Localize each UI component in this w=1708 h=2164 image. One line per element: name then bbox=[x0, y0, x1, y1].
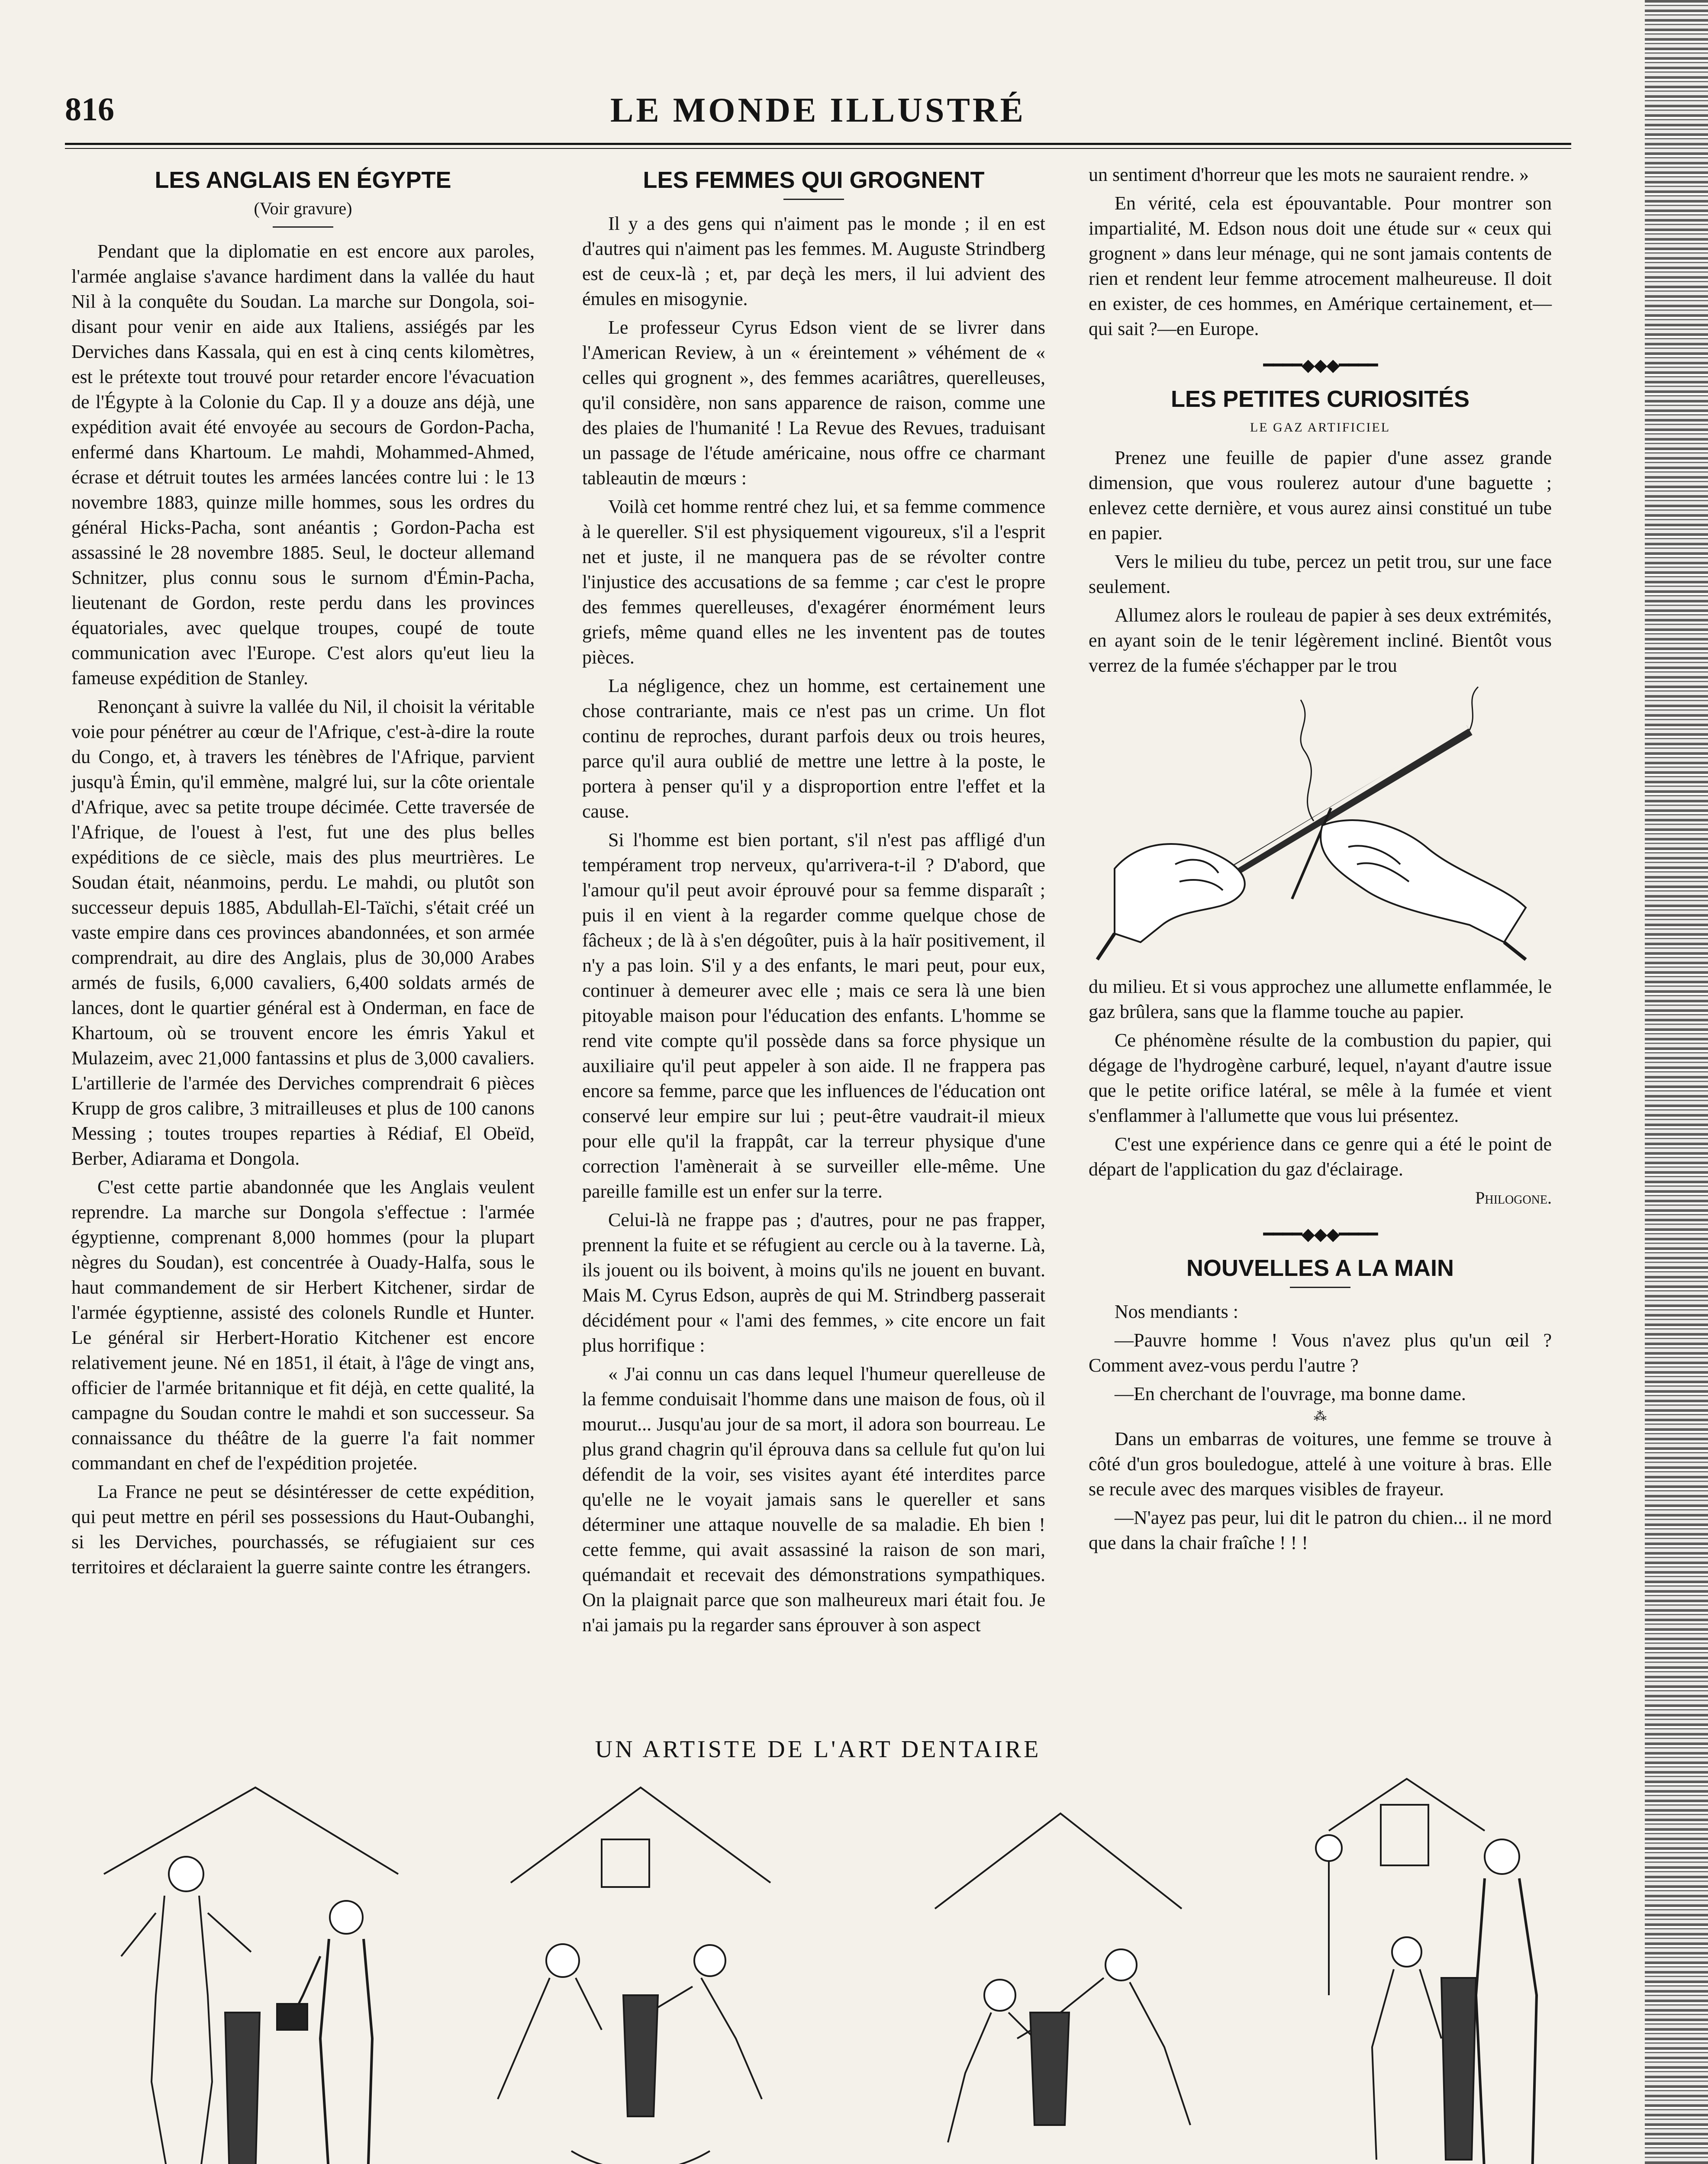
paragraph: Ce phénomène résulte de la combustion du papier, qui dégage de l'hydrogène carburé, lequel, n'ayant d'autre issue que le petite orifice latéral, se mêle à la fumée et vient s'enflammer à l'allumette que vous lui présentez. bbox=[1089, 1030, 1552, 1126]
column-2 bbox=[582, 162, 1045, 1641]
paragraph: Nos mendiants : bbox=[1115, 1301, 1238, 1322]
paper-tube-illustration bbox=[1089, 683, 1552, 968]
article-title-curiosites: LES PETITES CURIOSITÉS bbox=[1170, 386, 1470, 412]
article-title-anglais: LES ANGLAIS EN ÉGYPTE bbox=[155, 167, 451, 193]
paragraph: —N'ayez pas peur, lui dit le patron du chien... il ne mord que dans la chair fraîche ! ! ! bbox=[1089, 1507, 1552, 1553]
article-subtitle-gaz: LE GAZ ARTIFICIEL bbox=[1250, 420, 1391, 435]
cartoon-title: UN ARTISTE DE L'ART DENTAIRE bbox=[595, 1736, 1041, 1763]
column-3 bbox=[1089, 162, 1552, 1559]
paragraph: Renonçant à suivre la vallée du Nil, il choisit la véritable voie pour pénétrer au cœur de l'Afrique, c'est-à-dire la route du Congo, et, à travers les ténèbres de l'Afrique, parvient jusqu'à Émin, qu'il emmène, malgré lui, sur la côte orientale d'Afrique, avec sa petite troupe décimée. Cette traversée de l'Afrique, de l'ouest à l'est, fut une des plus belles expéditions de ce siècle, mais des plus meurtrières. Le Soudan était, néanmoins, perdu. Le mahdi, ou plutôt son successeur depuis 1885, Abdullah-El-Taïchi, s'était créé un vaste empire dans ces provinces abandonnées, et son armée comprendrait, au dire des Anglais, plus de 30,000 Arabes armés de fusils, 6,000 cavaliers, 6,400 soldats armés de lances, dont le quartier général est à Onderman, en face de Khartoum, où se trouvent encore les émris Yakul et Mulazeim, avec 21,000 fantassins et plus de 3,000 cavaliers. L'artillerie de l'armée des Derviches comprendrait 6 pièces Krupp de gros calibre, 3 mitrailleuses et plus de 100 canons Messing ; toutes troupes reparties à Rédiaf, El Obeïd, Berber, Adiarama et Dongola. bbox=[71, 696, 535, 1169]
paragraph: Il y a des gens qui n'aiment pas le monde ; il en est d'autres qui n'aiment pas les femmes. M. Auguste Strindberg est de ceux-là ; et, par deçà les mers, il lui advient des émules en misogynie. bbox=[582, 213, 1045, 309]
journal-title: LE MONDE ILLUSTRÉ bbox=[610, 91, 1026, 129]
article-title-nouvelles: NOUVELLES A LA MAIN bbox=[1186, 1255, 1454, 1281]
paragraph: Prenez une feuille de papier d'une assez grande dimension, que vous roulerez autour d'une baguette ; enlevez cette dernière, et vous aurez ainsi constitué un tube en papier. bbox=[1089, 447, 1552, 544]
paragraph: un sentiment d'horreur que les mots ne sauraient rendre. » bbox=[1089, 164, 1529, 185]
paragraph: Allumez alors le rouleau de papier à ses deux extrémités, en ayant soin de le tenir légèrement incliné. Bientôt vous verrez de la fumée s'échapper par le trou bbox=[1089, 605, 1552, 676]
cartoon-panel-4 bbox=[1277, 1770, 1632, 2164]
paragraph: La négligence, chez un homme, est certainement une chose contrariante, mais ce n'est pas un crime. Un flot continu de reproches, durant parfois deux ou trois heures, parce qu'il aura oublié de mettre une lettre à la poste, le portera à penser qu'il y a disproportion entre l'effet et la cause. bbox=[582, 675, 1045, 822]
page-number: 816 bbox=[65, 91, 114, 128]
paragraph: du milieu. Et si vous approchez une allumette enflammée, le gaz brûlera, sans que la flamme touche au papier. bbox=[1089, 976, 1552, 1022]
paragraph: —Pauvre homme ! Vous n'avez plus qu'un œil ? Comment avez-vous perdu l'autre ? bbox=[1089, 1330, 1552, 1376]
header-rule bbox=[65, 143, 1571, 145]
paragraph: Dans un embarras de voitures, une femme se trouve à côté d'un gros bouledogue, attelé à une voiture à bras. Elle se recule avec des marques visibles de frayeur. bbox=[1089, 1428, 1552, 1500]
page-header bbox=[65, 91, 1571, 138]
section-ornament: ━━━━◆◆◆━━━━ bbox=[1263, 355, 1377, 375]
article-title-femmes: LES FEMMES QUI GROGNENT bbox=[643, 167, 985, 193]
paragraph: En vérité, cela est épouvantable. Pour montrer son impartialité, M. Edson nous doit une étude sur « ceux qui grognent » dans leur ménage, qui ne sont jamais contents de rien et rendent leur femme atrocement malheureuse. Il doit en exister, de ces hommes, en Amérique certainement, et—qui sait ?—en Europe. bbox=[1089, 193, 1552, 339]
paragraph: Celui-là ne frappe pas ; d'autres, pour ne pas frapper, prennent la fuite et se réfugient au cercle ou à la taverne. Là, ils jouent ou ils boivent, à moins qu'ils ne jouent en buvant. Mais M. Cyrus Edson, auprès de qui M. Strindberg passerait décidément pour « l'ami des femmes, » cite encore un fait plus horrifique : bbox=[582, 1209, 1045, 1356]
cartoon-panel-2 bbox=[459, 1770, 814, 2164]
signature: Philogone. bbox=[1475, 1188, 1552, 1208]
article-subtitle-anglais: (Voir gravure) bbox=[254, 199, 352, 218]
paragraph: C'est une expérience dans ce genre qui a été le point de départ de l'application du gaz d'éclairage. bbox=[1089, 1134, 1552, 1180]
paragraph: Pendant que la diplomatie en est encore aux paroles, l'armée anglaise s'avance hardiment dans la vallée du haut Nil à la conquête du Soudan. La marche sur Dongola, soi-disant pour venir en aide aux Italiens, assiégés par les Derviches dans Kassala, qui en est à cinq cents kilomètres, est le prétexte tout trouvé pour retarder encore l'évacuation de l'Égypte à la Colonie du Cap. Il y a douze ans déjà, une expédition avait été envoyée au secours de Gordon-Pacha, enfermé dans Khartoum. Le mahdi, Mohammed-Ahmed, écrase et détruit toutes les armées lancées contre lui : le 13 novembre 1883, quinze mille hommes, sous les ordres du général Hicks-Pacha, sont anéantis ; Gordon-Pacha est assassiné le 28 novembre 1885. Seul, le docteur allemand Schnitzer, plus connu sous le surnom d'Émin-Pacha, lieutenant de Gordon, reste perdu dans les provinces équatoriales, avec quelque troupes, coupé de toute communication avec l'Europe. C'est alors qu'eut lieu la fameuse expédition de Stanley. bbox=[71, 241, 535, 689]
title-rule bbox=[1290, 1287, 1350, 1288]
column-1 bbox=[71, 162, 535, 1583]
cartoon-panel-1 bbox=[69, 1770, 424, 2164]
title-rule bbox=[783, 199, 844, 200]
paragraph: —En cherchant de l'ouvrage, ma bonne dame. bbox=[1115, 1383, 1466, 1404]
paragraph: « J'ai connu un cas dans lequel l'humeur querelleuse de la femme conduisait l'homme dans une maison de fous, où il mourut... Jusqu'au jour de sa mort, il adora son bourreau. Le plus grand chagrin qu'il éprouva dans sa cellule fut qu'on lui défendit de la voir, ses visites ayant été interdites parce qu'elle ne le voyait jamais sans le quereller et sans déterminer une attaque nouvelle de sa maladie. Eh bien ! cette femme, qui avait assassiné la raison de son mari, quémandait et recevait des démonstrations sympathiques. On la plaignait parce que son malheureux mari était fou. Je n'ai jamais pu la regarder sans éprouver à son aspect bbox=[582, 1363, 1045, 1636]
section-ornament: ━━━━◆◆◆━━━━ bbox=[1263, 1224, 1377, 1244]
paragraph: C'est cette partie abandonnée que les Anglais veulent reprendre. La marche sur Dongola s'effectue : l'armée égyptienne, comprenant 8,000 hommes (pour la plupart nègres du Soudan), est concentrée à Ouady-Halfa, sous le haut commandement de sir Herbert Kitchener, sirdar de l'armée égyptienne, assisté des colonels Rundle et Hunter. Le général sir Herbert-Horatio Kitchener est encore relativement jeune. Né en 1851, il était, à l'âge de vingt ans, officier de l'armée britannique et fit déjà, en cette qualité, la campagne du Soudan contre le mahdi et son successeur. Sa connaissance du théâtre de la guerre l'a fait nommer commandant en chef de l'expédition projetée. bbox=[71, 1176, 535, 1474]
paragraph: Le professeur Cyrus Edson vient de se livrer dans l'American Review, à un « éreintement » véhément de « celles qui grognent », des femmes acariâtres, querelleuses, qu'il considère, non sans apparence de raison, comme une des plaies de l'humanité ! La Revue des Revues, traduisant un passage de l'étude américaine, nous offre ce charmant tableautin de mœurs : bbox=[582, 317, 1045, 489]
header-rule-thin bbox=[65, 148, 1571, 149]
paragraph: Voilà cet homme rentré chez lui, et sa femme commence à le quereller. S'il est physiquement vigoureux, s'il a l'esprit net et juste, il ne manquera pas de se révolter contre l'injustice des accusations de sa femme ; car c'est le propre des femmes querelleuses, d'exagérer énormément leurs griefs, même quand elles ne les inventent pas de toutes pièces. bbox=[582, 496, 1045, 668]
scanned-page-edge bbox=[1645, 0, 1708, 2164]
cartoon-panel-3 bbox=[879, 1770, 1234, 2164]
title-rule bbox=[273, 226, 333, 228]
paragraph: Vers le milieu du tube, percez un petit trou, sur une face seulement. bbox=[1089, 551, 1552, 597]
paragraph: La France ne peut se désintéresser de cette expédition, qui peut mettre en péril ses possessions du Haut-Oubanghi, si les Derviches, pourchassés, se réfugiaient sur ces territoires et déclaraient la guerre sainte contre les étrangers. bbox=[71, 1481, 535, 1578]
asterism-separator: ⁂ bbox=[1314, 1409, 1327, 1423]
paragraph: Si l'homme est bien portant, s'il n'est pas affligé d'un tempérament trop nerveux, qu'arrivera-t-il ? D'abord, que l'amour qu'il peut avoir éprouvé pour sa femme disparaît ; puis il en vient à la regarder comme quelque chose de fâcheux ; de là à s'en dégoûter, puis à la haïr positivement, il n'y a pas loin. S'il y a des enfants, le mari peut, pour eux, continuer à demeurer avec elle ; mais ce sera là une bien pitoyable maison pour l'éducation des enfants. L'homme se rend vite compte qu'il possède dans sa force physique un auxiliaire qu'il peut appeler à son aide. Il ne frappera pas encore sa femme, parce que les influences de l'éducation ont conservé leur empire sur lui ; peut-être vaudrait-il mieux pour elle qu'il la frappât, car la terreur physique d'une correction l'amènerait à se surveiller elle-même. Une pareille famille est un enfer sur la terre. bbox=[582, 829, 1045, 1202]
